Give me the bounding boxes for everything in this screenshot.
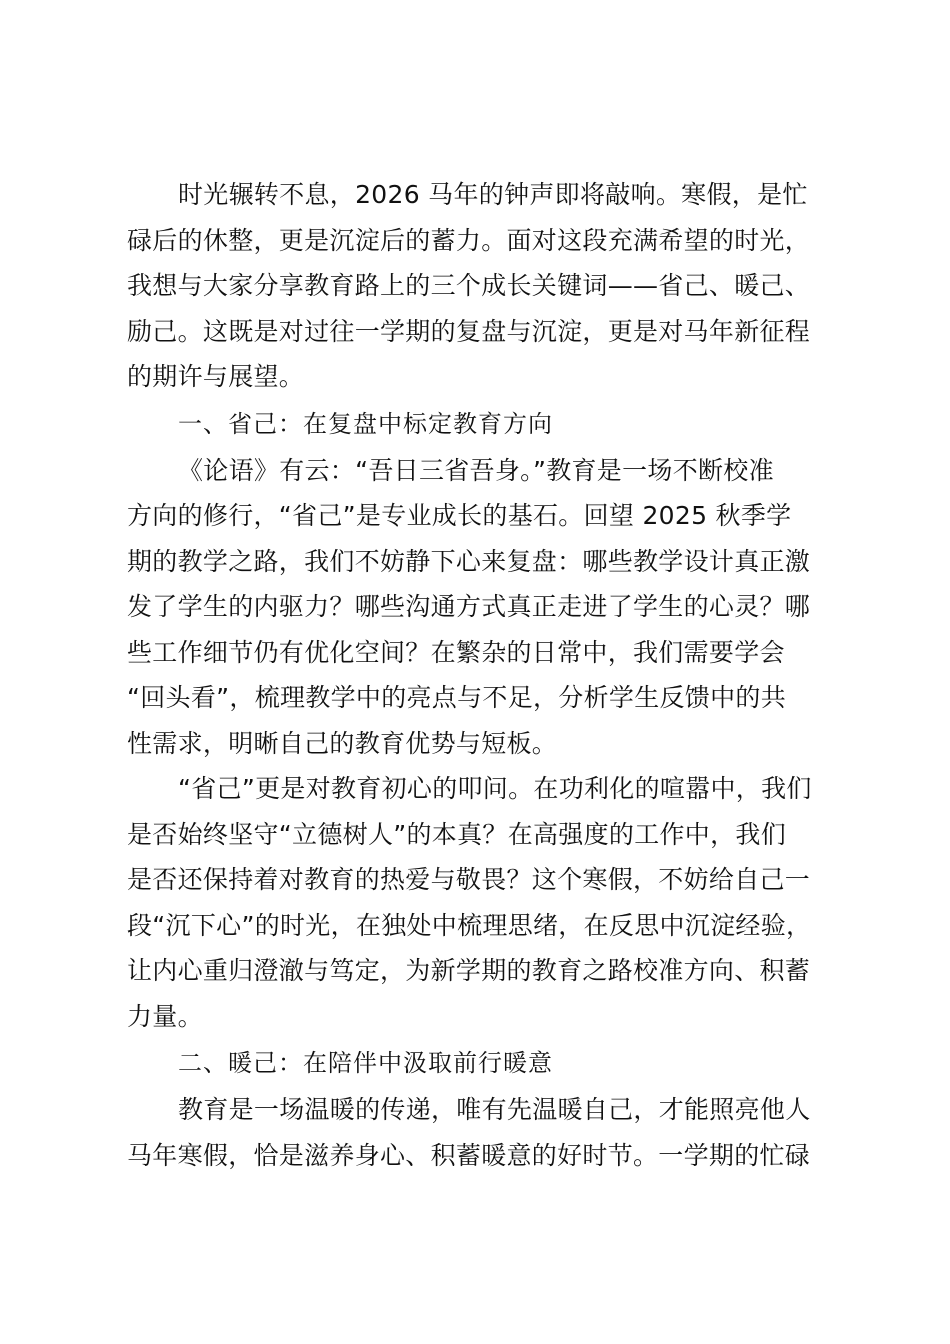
section-heading: 一、省己：在复盘中标定教育方向	[178, 409, 553, 438]
paragraph-line: 期的教学之路，我们不妨静下心来复盘：哪些教学设计真正激	[127, 546, 811, 576]
paragraph-line: 性需求，明晰自己的教育优势与短板。	[127, 728, 558, 758]
paragraph-line: 马年寒假，恰是滋养身心、积蓄暖意的好时节。一学期的忙碌	[127, 1140, 811, 1170]
paragraph-line: “回头看”，梳理教学中的亮点与不足，分析学生反馈中的共	[127, 683, 787, 712]
paragraph-line: 发了学生的内驱力？哪些沟通方式真正走进了学生的心灵？哪	[127, 592, 811, 621]
paragraph-line: 是否始终坚守“立德树人”的本真？在高强度的工作中，我们	[127, 819, 787, 849]
paragraph-line: “省己”更是对教育初心的叩问。在功利化的喧嚣中，我们	[178, 774, 812, 803]
paragraph-line: 力量。	[127, 1001, 203, 1031]
paragraph-line: 让内心重归澄澈与笃定，为新学期的教育之路校准方向、积蓄	[127, 956, 811, 985]
document-body	[127, 172, 835, 1178]
section-heading: 二、暖己：在陪伴中汲取前行暖意	[178, 1049, 553, 1077]
paragraph-line: 是否还保持着对教育的热爱与敬畏？这个寒假，不妨给自己一	[127, 865, 811, 894]
paragraph-line: 碌后的休整，更是沉淀后的蓄力。面对这段充满希望的时光，	[127, 225, 811, 255]
paragraph-line: 时光辗转不息，2026 马年的钟声即将敲响。寒假，是忙	[178, 180, 808, 209]
paragraph-line: 我想与大家分享教育路上的三个成长关键词——省己、暖己、	[127, 271, 811, 300]
paragraph-line: 《论语》有云：“吾日三省吾身。”教育是一场不断校准	[178, 455, 774, 485]
paragraph-line: 教育是一场温暖的传递，唯有先温暖自己，才能照亮他人	[178, 1095, 811, 1124]
paragraph-line: 些工作细节仍有优化空间？在繁杂的日常中，我们需要学会	[127, 637, 785, 667]
paragraph-line: 的期许与展望。	[127, 362, 305, 391]
paragraph-line: 方向的修行，“省己”是专业成长的基石。回望 2025 秋季学	[127, 501, 792, 530]
paragraph-line: 段“沉下心”的时光，在独处中梳理思绪，在反思中沉淀经验，	[127, 910, 812, 940]
paragraph-line: 励己。这既是对过往一学期的复盘与沉淀，更是对马年新征程	[127, 316, 811, 346]
